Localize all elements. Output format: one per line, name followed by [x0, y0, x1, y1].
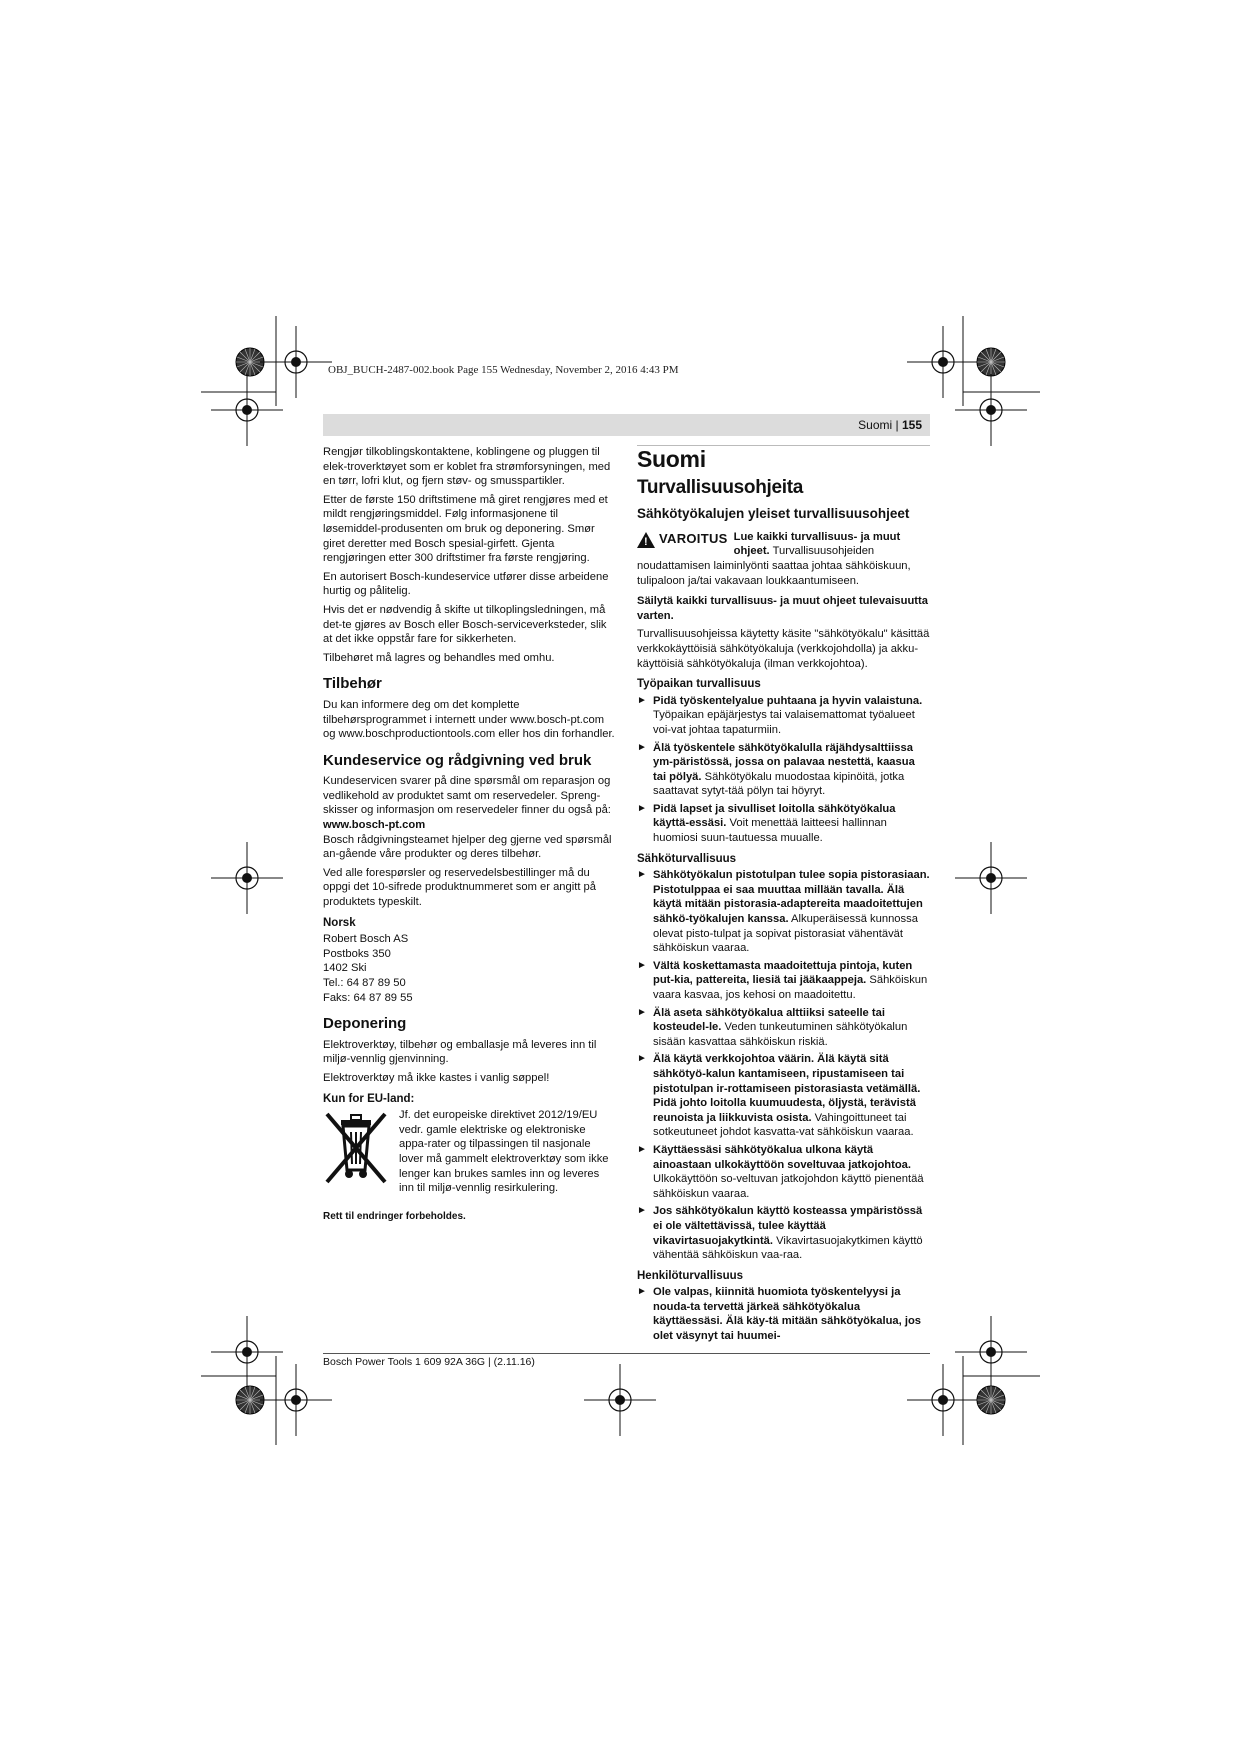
url-link[interactable]: www.bosch-pt.com: [323, 819, 426, 832]
list-tyopaikka: [637, 694, 930, 846]
right-column: [637, 445, 930, 1347]
heading-norsk: Norsk: [323, 916, 356, 929]
paragraph: Ved alle forespørsler og reservedelsbestillinger må du oppgi det 10-sifrede produktnummeret som er angitt på produktets typeskilt.: [323, 866, 597, 909]
bullet-arrow-icon: ►: [637, 1286, 647, 1298]
warning-word: VAROITUS: [659, 531, 728, 547]
page-header-separator: |: [892, 418, 902, 432]
paragraph-bold: Säilytä kaikki turvallisuus- ja muut ohjeet tulevaisuutta varten.: [637, 595, 928, 622]
paragraph: Rengjør tilkoblingskontaktene, koblingene og pluggen til elek-troverktøyet som er koblet fra strømforsyningen, med en tørr, lofri klut, og fjern støv- og smusspartikler.: [323, 446, 611, 488]
disclaimer: Rett til endringer forbeholdes.: [323, 1210, 466, 1222]
weee-block: [323, 1108, 615, 1200]
heading-kundeservice: Kundeservice og rådgivning ved bruk: [323, 751, 592, 769]
list-item: ► Älä käytä verkkojohtoa väärin. Älä käytä sitä sähkötyö-kalun kantamiseen, ripustamiseen tai pistotulpan ir-rottamiseen pistorasiasta vetämällä. Pidä johto loitolla kuumuudesta, öljystä, terävistä reunoista ja liikkuvista osista. Vahingoittuneet tai sotkeutuneet johdot kasvatta-vat sähköiskun vaaraa.: [637, 1053, 921, 1139]
paragraph: Hvis det er nødvendig å skifte ut tilkoplingsledningen, må det-te gjøres av Bosch eller Bosch-serviceverksteder, slik at det ikke oppstår fare for sikkerheten.: [323, 603, 607, 646]
bullet-arrow-icon: ►: [637, 1205, 647, 1217]
paragraph: Tilbehøret må lagres og behandles med omhu.: [323, 651, 555, 664]
list-item: ► Käyttäessäsi sähkötyökalua ulkona käytä ainoastaan ulkokäyttöön soveltuvaa jatkojohtoa. Ulkokäyttöön so-veltuvan jatkojohdon käyttö pienentää sähköiskun vaaraa.: [637, 1143, 924, 1200]
list-item: ► Ole valpas, kiinnitä huomiota työskentelyysi ja nouda-ta tervettä järkeä sähkötyökalua käyttäessäsi. Älä käy-tä mitään sähkötyökalua, jos olet väsynyt tai huumei-: [637, 1286, 922, 1343]
bullet-arrow-icon: ►: [637, 694, 647, 706]
paragraph: Elektroverktøy, tilbehør og emballasje må leveres inn til miljø-vennlig gjenvinning.: [323, 1038, 597, 1066]
heading-henkilo: Henkilöturvallisuus: [637, 1269, 744, 1282]
bullet-arrow-icon: ►: [637, 802, 647, 814]
list-item: ► Jos sähkötyökalun käyttö kosteassa ympäristössä ei ole vältettävissä, tulee käyttää vikavirtasuojakytkintä. Vikavirtasuojakytkimen käyttö vähentää sähköiskun vaa-raa.: [637, 1205, 923, 1262]
address-line: 1402 Ski: [323, 962, 367, 975]
page-title: Suomi: [637, 446, 706, 472]
heading-deponering: Deponering: [323, 1015, 407, 1033]
bullet-arrow-icon: ►: [637, 1053, 647, 1065]
list-item: ► Vältä koskettamasta maadoitettuja pintoja, kuten put-kia, pattereita, liesiä tai jääkaappeja. Sähköiskun vaara kasvaa, jos kehosi on maadoitettu.: [637, 959, 928, 1001]
warning-bold: Lue kaikki turvallisuus- ja muut ohjeet.: [733, 530, 901, 558]
paragraph: Jf. det europeiske direktivet 2012/19/EU vedr. gamle elektriske og elektroniske appa-rater og tilpassingen til nasjonale lover må gammelt elektroverktøy som ikke lenger kan brukes samles inn og leveres inn til miljø-vennlig resirkulering.: [399, 1109, 609, 1195]
warning-text: Turvallisuusohjeiden noudattamisen laiminlyönti saattaa johtaa sähköiskuun, tulipaloon ja/tai vakavaan loukkaantumiseen.: [637, 545, 911, 587]
paragraph: Bosch rådgivningsteamet hjelper deg gjerne ved spørsmål an-gående våre produkter og deres tilbehør.: [323, 833, 612, 861]
paragraph: Kundeservicen svarer på dine spørsmål om reparasjon og vedlikehold av produktet samt om reservedeler. Spreng-skisser og informasjon om reservedeler finner du også på:: [323, 775, 611, 817]
address-line: Tel.: 64 87 89 50: [323, 977, 406, 989]
warning-block: [637, 530, 930, 588]
address-line: Faks: 64 87 89 55: [323, 991, 413, 1004]
warning-triangle-icon: !: [637, 532, 655, 548]
list-item: ► Älä työskentele sähkötyökalulla räjähdysalttiissa ym-päristössä, jossa on palavaa nestettä, kaasua tai pölyä. Sähkötyökalu muodostaa kipinöitä, jotka saattavat sytyt-tää pölyn tai höyryt.: [637, 741, 915, 798]
bullet-arrow-icon: ►: [637, 959, 647, 971]
crossed-bin-icon: [323, 1108, 389, 1188]
page-header: [858, 417, 930, 433]
left-column: [323, 445, 615, 1228]
paragraph: Turvallisuusohjeissa käytetty käsite "sähkötyökalu" käsittää verkkokäyttöisiä sähkötyökaluja (verkkojohdolla) ja akku-käyttöisiä sähkötyökaluja (ilman verkkojohtoa).: [637, 628, 930, 670]
print-header: OBJ_BUCH-2487-002.book Page 155 Wednesday, November 2, 2016 4:43 PM: [328, 364, 679, 376]
paragraph: Etter de første 150 driftstimene må giret rengjøres med et mildt rengjøringsmiddel. Følg informasjonene til løsemiddel-produsenten om bruk og deponering. Smør giret deretter med Bosch spesial-girfett. Gjenta rengjøringen etter 300 driftstimer fra første rengjøring.: [323, 493, 608, 565]
footer: Bosch Power Tools 1 609 92A 36G | (2.11.16): [323, 1356, 535, 1368]
heading-sahko: Sähköturvallisuus: [637, 852, 737, 865]
heading-tyopaikan: Työpaikan turvallisuus: [637, 678, 761, 691]
list-item: ► Pidä työskentelyalue puhtaana ja hyvin valaistuna. Työpaikan epäjärjestys tai valaisemattomat työalueet voi-vat johtaa tapaturmiin.: [637, 694, 923, 736]
paragraph: En autorisert Bosch-kundeservice utfører disse arbeidene hurtig og pålitelig.: [323, 570, 609, 598]
warning-badge: [637, 532, 728, 548]
list-sahko: [637, 868, 930, 1262]
list-henkilo: [637, 1285, 930, 1343]
list-item: ► Pidä lapset ja sivulliset loitolla sähkötyökalua käyttä-essäsi. Voit menettää laitteesi hallinnan huomiosi suun-tautuessa muualle.: [637, 802, 896, 845]
bullet-arrow-icon: ►: [637, 869, 647, 881]
list-item: ► Älä aseta sähkötyökalua alttiiksi sateelle tai kosteudel-le. Veden tunkeutuminen sähkötyökalun sisään kasvattaa sähköiskun riskiä.: [637, 1006, 908, 1048]
paragraph: Elektroverktøy må ikke kastes i vanlig søppel!: [323, 1071, 550, 1084]
page-header-band: [323, 414, 930, 436]
bullet-arrow-icon: ►: [637, 1143, 647, 1155]
section-title: Turvallisuusohjeita: [637, 476, 804, 498]
heading-eu: Kun for EU-land:: [323, 1092, 415, 1105]
address-line: Robert Bosch AS: [323, 933, 409, 946]
bullet-arrow-icon: ►: [637, 1006, 647, 1018]
list-item: ► Sähkötyökalun pistotulpan tulee sopia pistorasiaan. Pistotulppaa ei saa muuttaa millään tavalla. Älä käytä mitään pistorasia-adaptereita maadoitettujen sähkö-työkalujen kanssa. Alkuperäisessä kunnossa olevat pisto-tulpat ja sopivat pistorasiat vähentävät sähköiskun vaaraa.: [637, 869, 930, 955]
address-block: [323, 932, 615, 1005]
heading-tilbehor: Tilbehør: [323, 675, 382, 693]
page-number: 155: [901, 418, 922, 432]
subsection-title: Sähkötyökalujen yleiset turvallisuusohjeet: [637, 506, 910, 522]
page-header-section: Suomi: [858, 418, 893, 432]
paragraph: Du kan informere deg om det komplette tilbehørsprogrammet i internett under www.bosch-pt.com og www.boschproductiontools.com eller hos din forhandler.: [323, 698, 615, 741]
address-line: Postboks 350: [323, 947, 391, 960]
footer-rule: [323, 1353, 930, 1354]
bullet-arrow-icon: ►: [637, 741, 647, 753]
